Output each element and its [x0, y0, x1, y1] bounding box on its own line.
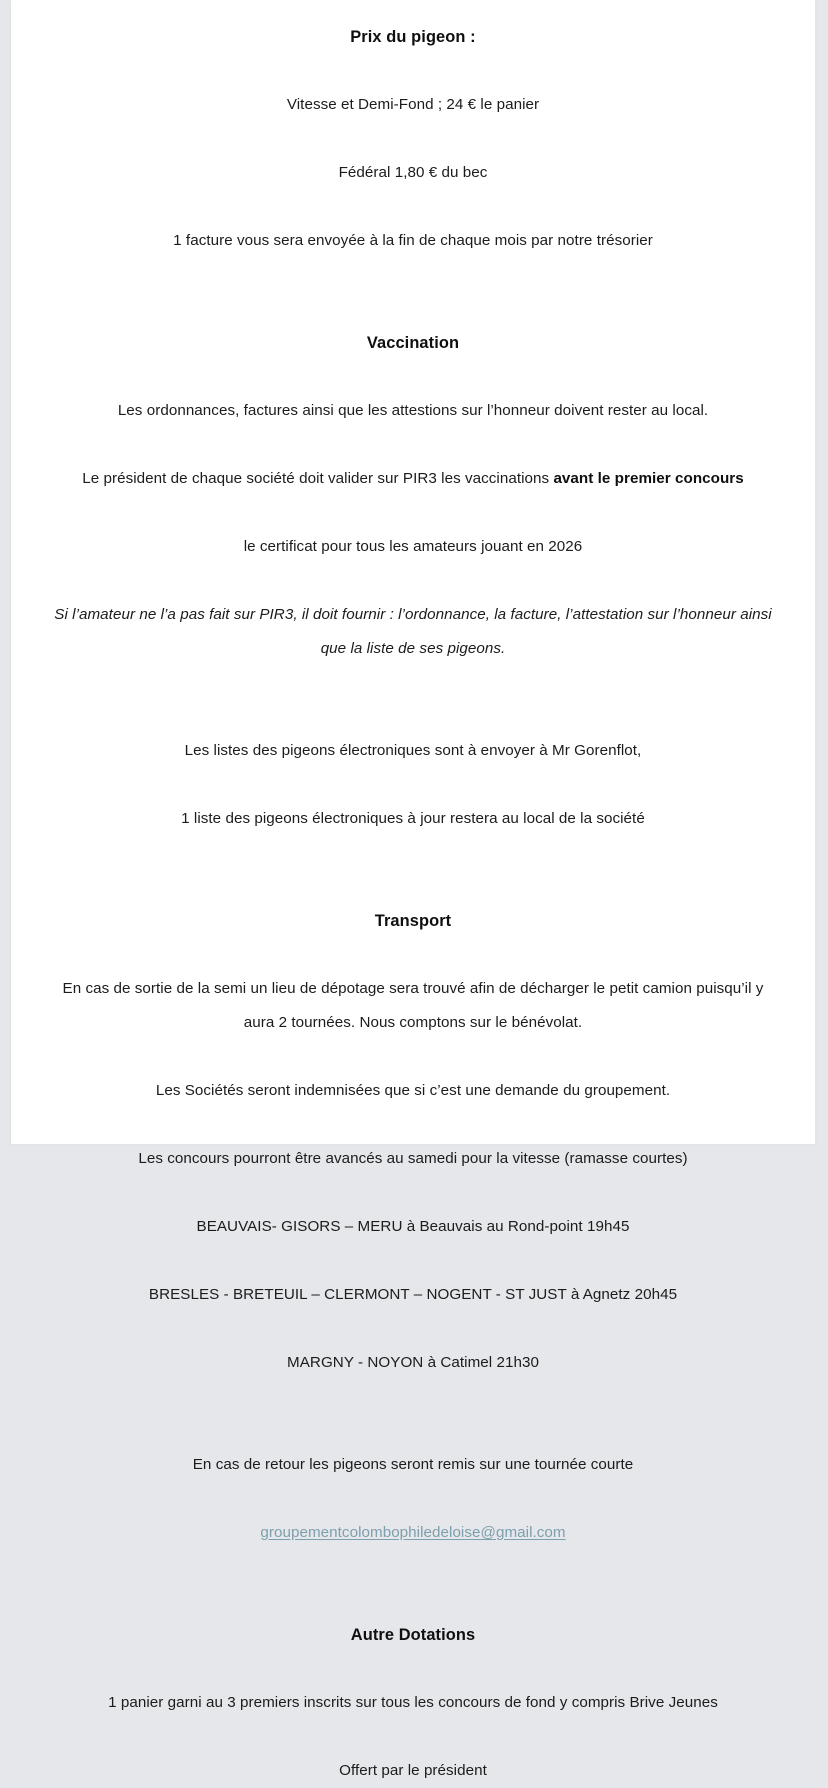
spacer — [45, 1652, 781, 1686]
transport-line-indemnisation: Les Sociétés seront indemnisées que si c’est une demande du groupement. — [155, 1082, 671, 1099]
spacer — [45, 258, 781, 292]
spacer — [45, 768, 781, 802]
contact-email-line — [45, 1516, 781, 1550]
contact-email-link[interactable]: groupementcolombophiledeloise@gmail.com — [260, 1524, 566, 1541]
transport-route-bresles: BRESLES - BRETEUIL – CLERMONT – NOGENT - ST JUST à Agnetz 20h45 — [148, 1286, 678, 1303]
spacer — [45, 1244, 781, 1278]
spacer — [45, 1040, 781, 1074]
prix-line-vitesse-demi-fond: Vitesse et Demi-Fond ; 24 € le panier — [286, 96, 540, 113]
spacer — [45, 1482, 781, 1516]
spacer — [45, 700, 781, 734]
heading-prix-du-pigeon: Prix du pigeon : — [350, 28, 476, 46]
document-body — [11, 0, 815, 1788]
vaccination-italic-note: Si l’amateur ne l’a pas fait sur PIR3, il doit fournir : l’ordonnance, la facture, l’attestation sur l’honneur ainsi que la liste de ses pigeons. — [54, 606, 772, 657]
spacer — [45, 1720, 781, 1754]
spacer — [45, 1176, 781, 1210]
vaccination-line-ordonnances: Les ordonnances, factures ainsi que les attestions sur l’honneur doivent rester au local. — [117, 402, 709, 419]
transport-line-avances-samedi: Les concours pourront être avancés au samedi pour la vitesse (ramasse courtes) — [138, 1150, 688, 1167]
transport-route-margny: MARGNY - NOYON à Catimel 21h30 — [287, 1354, 539, 1371]
spacer — [45, 564, 781, 598]
spacer — [45, 1312, 781, 1346]
spacer — [45, 1584, 781, 1618]
spacer — [45, 54, 781, 88]
dotations-line-panier-garni: 1 panier garni au 3 premiers inscrits sur tous les concours de fond y compris Brive Jeunes — [108, 1694, 718, 1711]
vaccination-line-certificat: le certificat pour tous les amateurs jouant en 2026 — [243, 538, 583, 555]
spacer — [45, 1108, 781, 1142]
listes-line-envoyer-gorenflot: Les listes des pigeons électroniques sont à envoyer à Mr Gorenflot, — [184, 742, 642, 759]
listes-line-local-societe: 1 liste des pigeons électroniques à jour restera au local de la société — [181, 810, 645, 827]
prix-line-facture: 1 facture vous sera envoyée à la fin de chaque mois par notre trésorier — [173, 232, 653, 249]
transport-line-retour: En cas de retour les pigeons seront remis sur une tournée courte — [192, 1456, 634, 1473]
top-spacer — [45, 0, 781, 20]
transport-route-beauvais: BEAUVAIS- GISORS – MERU à Beauvais au Rond-point 19h45 — [196, 1218, 630, 1235]
spacer — [45, 190, 781, 224]
spacer — [45, 360, 781, 394]
spacer — [45, 428, 781, 462]
spacer — [45, 496, 781, 530]
document-page — [10, 0, 816, 1779]
spacer — [45, 666, 781, 700]
vaccination-line-validation — [45, 462, 781, 496]
spacer — [45, 938, 781, 972]
spacer — [45, 292, 781, 326]
vaccination-validation-emphasis: avant le premier concours — [553, 470, 744, 487]
vaccination-validation-prefix: Le président de chaque société doit valider sur PIR3 les vaccinations — [82, 470, 554, 487]
heading-vaccination: Vaccination — [366, 334, 460, 352]
heading-autre-dotations: Autre Dotations — [350, 1626, 476, 1644]
prix-line-federal: Fédéral 1,80 € du bec — [338, 164, 488, 181]
spacer — [45, 1414, 781, 1448]
heading-transport: Transport — [374, 912, 452, 930]
spacer — [45, 836, 781, 870]
spacer — [45, 122, 781, 156]
dotations-line-offert: Offert par le président — [339, 1762, 487, 1779]
spacer — [45, 870, 781, 904]
transport-line-depotage: En cas de sortie de la semi un lieu de dépotage sera trouvé afin de décharger le petit camion puisqu’il y aura 2 tournées. Nous comptons sur le bénévolat. — [62, 980, 764, 1031]
spacer — [45, 1380, 781, 1414]
spacer — [45, 1550, 781, 1584]
